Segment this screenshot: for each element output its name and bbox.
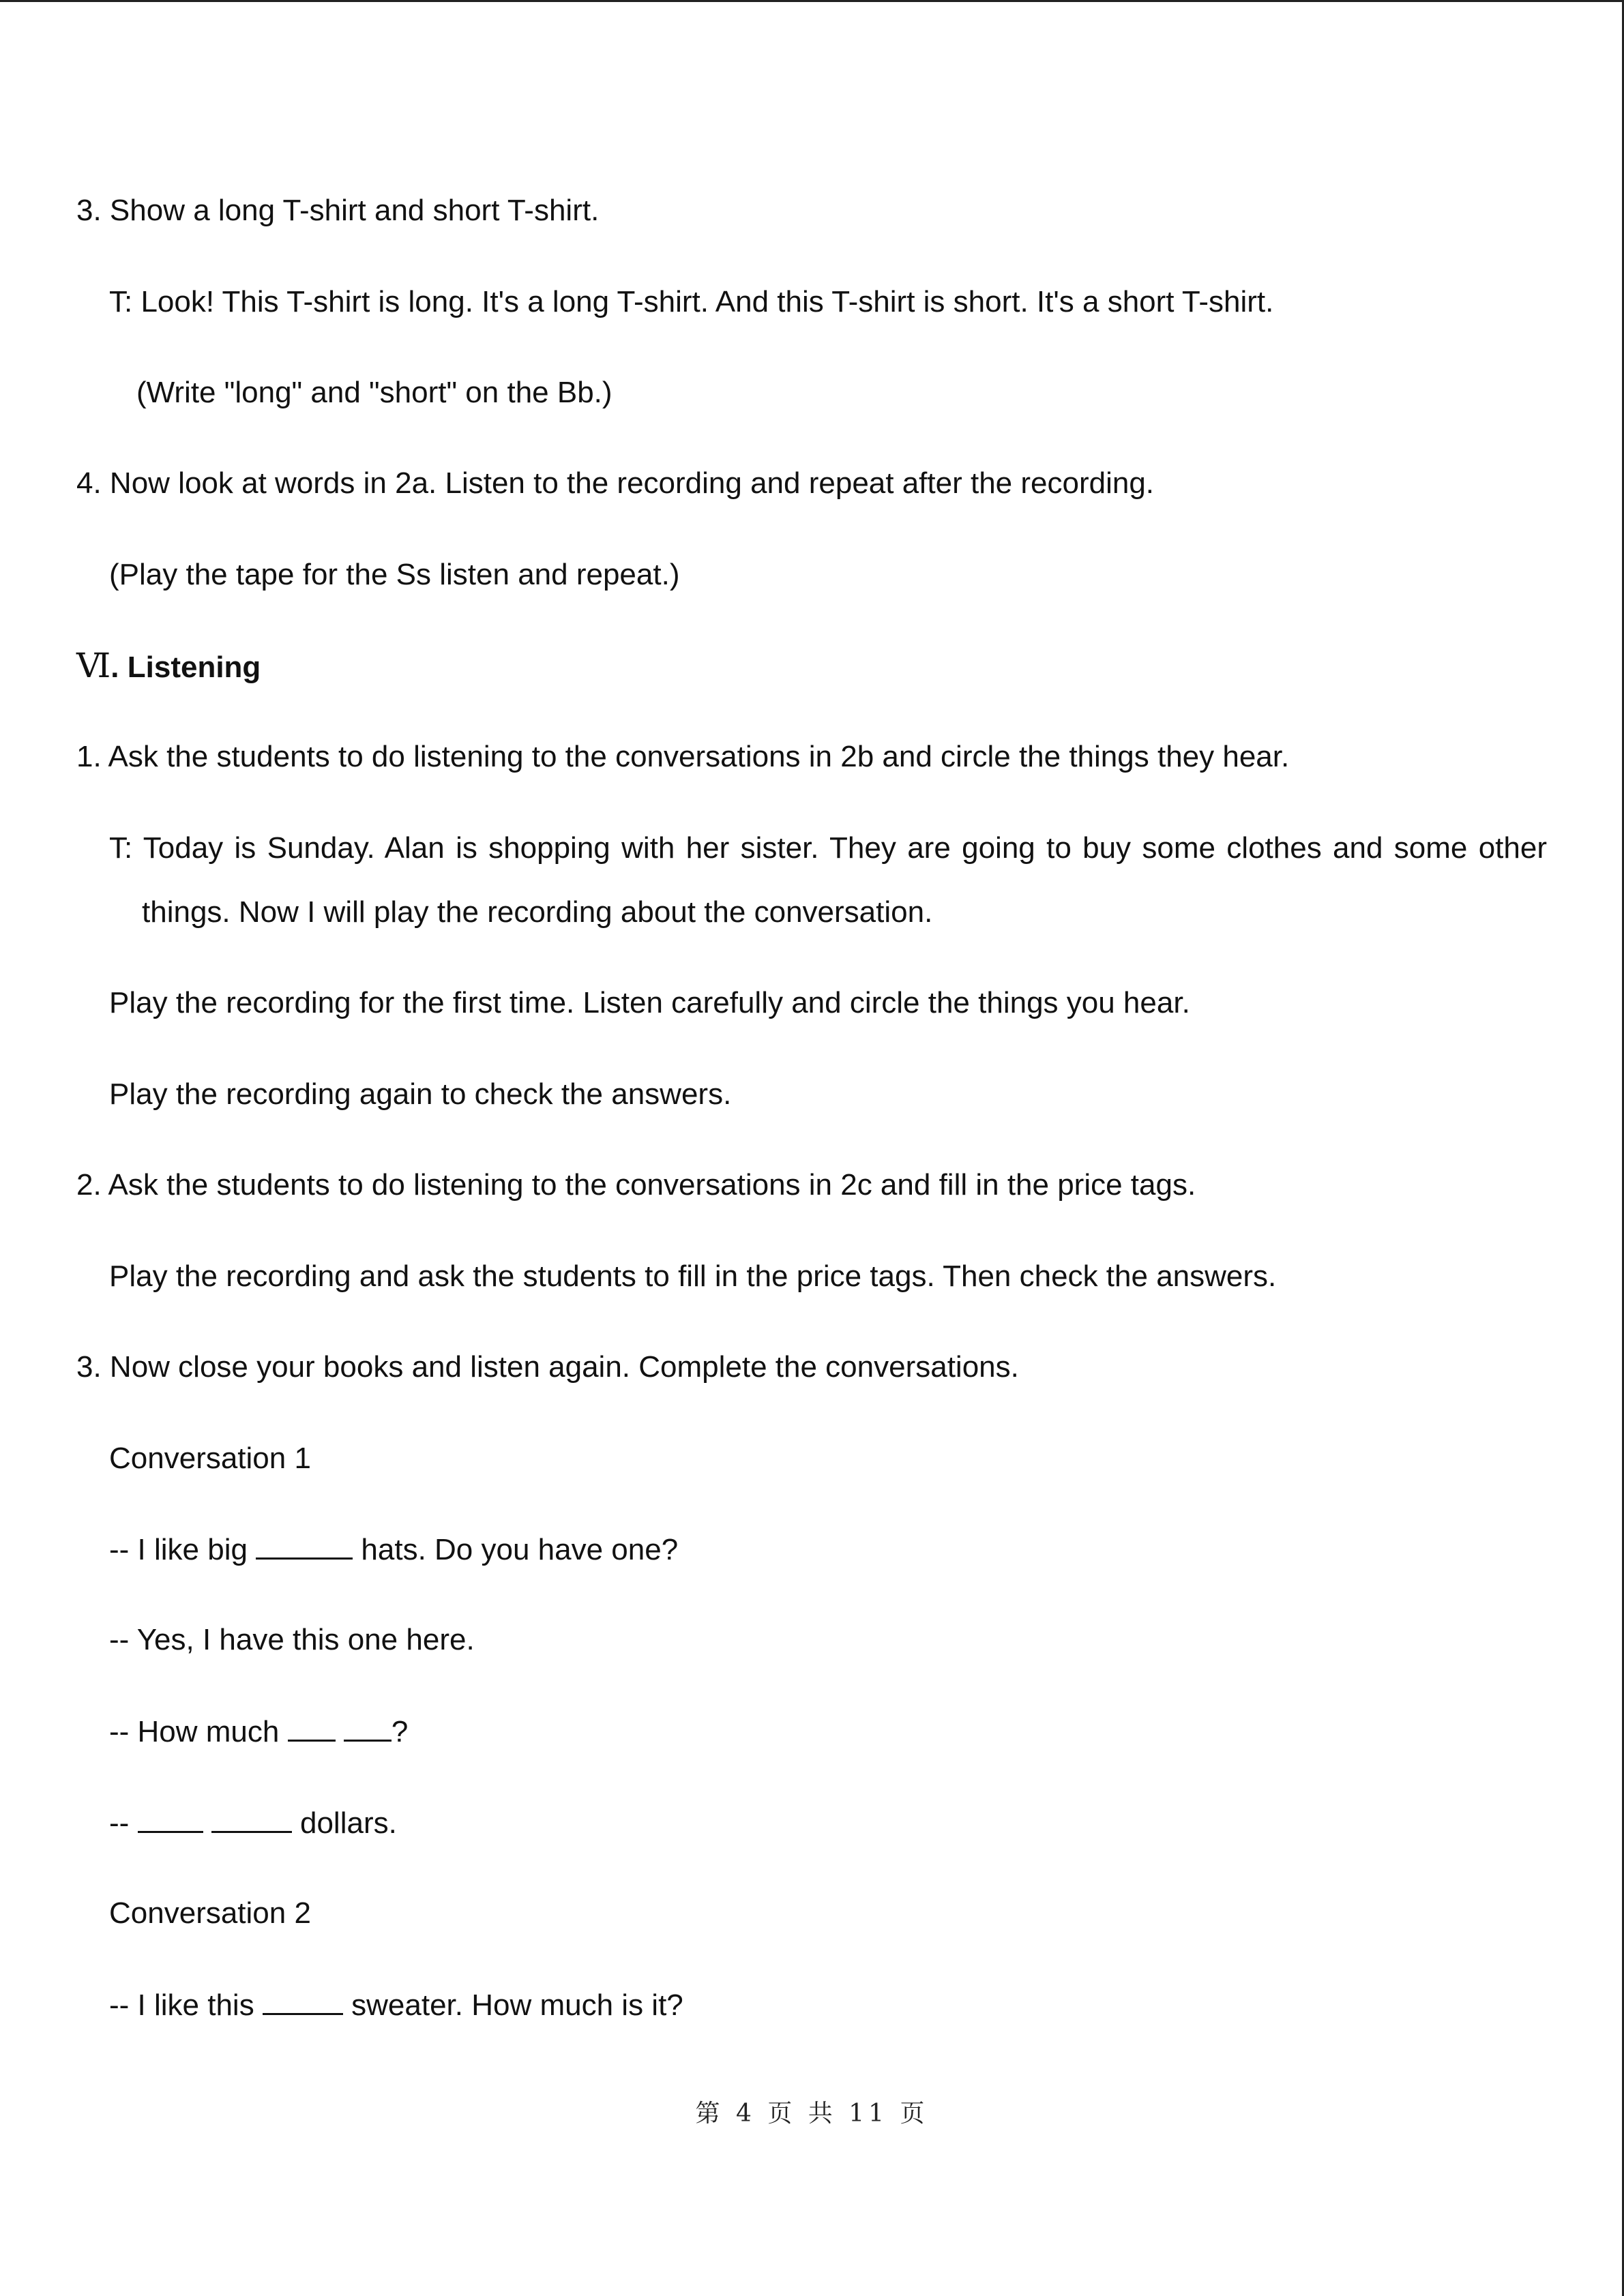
price-tags-note: Play the recording and ask the students to fill in the price tags. Then check the answers. xyxy=(109,1259,1277,1293)
play-first-time-note: Play the recording for the first time. Listen carefully and circle the things you hear. xyxy=(109,986,1190,1019)
fill-blank[interactable] xyxy=(256,1530,353,1560)
play-tape-note: (Play the tape for the Ss listen and repeat.) xyxy=(109,558,680,591)
conv1-line-2: -- Yes, I have this one here. xyxy=(109,1623,475,1656)
fill-blank[interactable] xyxy=(211,1804,292,1833)
conv1-line-4 xyxy=(109,1804,397,1843)
conv1-line-3-start: -- How much xyxy=(109,1715,288,1748)
conv1-line-3 xyxy=(109,1712,408,1751)
teacher-line-sunday: T: Today is Sunday. Alan is shopping with her sister. They are going to buy some clothes and some other things. Now I will play the recording about the conversation. xyxy=(109,831,1547,929)
listening-step-3: 3. Now close your books and listen again. Complete the conversations. xyxy=(76,1350,1019,1384)
conversation-2-title: Conversation 2 xyxy=(109,1896,311,1930)
listening-step-2: 2. Ask the students to do listening to the conversations in 2c and fill in the price tags. xyxy=(76,1168,1196,1202)
fill-blank[interactable] xyxy=(263,1986,343,2015)
fill-blank[interactable] xyxy=(288,1712,336,1742)
fill-blank[interactable] xyxy=(344,1712,392,1742)
conv1-line-4-start: -- xyxy=(109,1806,138,1840)
section-roman-numeral: Ⅵ xyxy=(76,646,111,685)
conv1-line-3-end: ? xyxy=(391,1715,409,1748)
conv2-line-1 xyxy=(109,1986,683,2025)
page-top-border xyxy=(0,0,1624,2)
conversation-1-title: Conversation 1 xyxy=(109,1442,311,1475)
write-on-board-note: (Write "long" and "short" on the Bb.) xyxy=(136,376,612,409)
conv1-line-1-start: -- I like big xyxy=(109,1533,256,1566)
listening-step-1: 1. Ask the students to do listening to the conversations in 2b and circle the things they hear. xyxy=(76,740,1290,773)
conv2-line-1-end: sweater. How much is it? xyxy=(342,1988,683,2022)
fill-blank[interactable] xyxy=(138,1804,203,1833)
page-number-footer: 第 4 页 共 11 页 xyxy=(695,2100,929,2128)
conv1-line-4-end: dollars. xyxy=(291,1806,397,1840)
section-heading-listening xyxy=(76,646,261,687)
conv1-line-1 xyxy=(109,1530,678,1569)
teacher-line-tshirt: T: Look! This T-shirt is long. It's a long T-shirt. And this T-shirt is short. It's a short T-shirt. xyxy=(109,285,1274,318)
step-4-look-at-words: 4. Now look at words in 2a. Listen to the recording and repeat after the recording. xyxy=(76,466,1155,500)
conv1-line-1-end: hats. Do you have one? xyxy=(353,1533,679,1566)
conv2-line-1-start: -- I like this xyxy=(109,1988,263,2022)
play-again-note: Play the recording again to check the answers. xyxy=(109,1077,732,1111)
step-3-show-tshirts: 3. Show a long T-shirt and short T-shirt. xyxy=(76,194,600,227)
section-title: . Listening xyxy=(110,651,261,684)
